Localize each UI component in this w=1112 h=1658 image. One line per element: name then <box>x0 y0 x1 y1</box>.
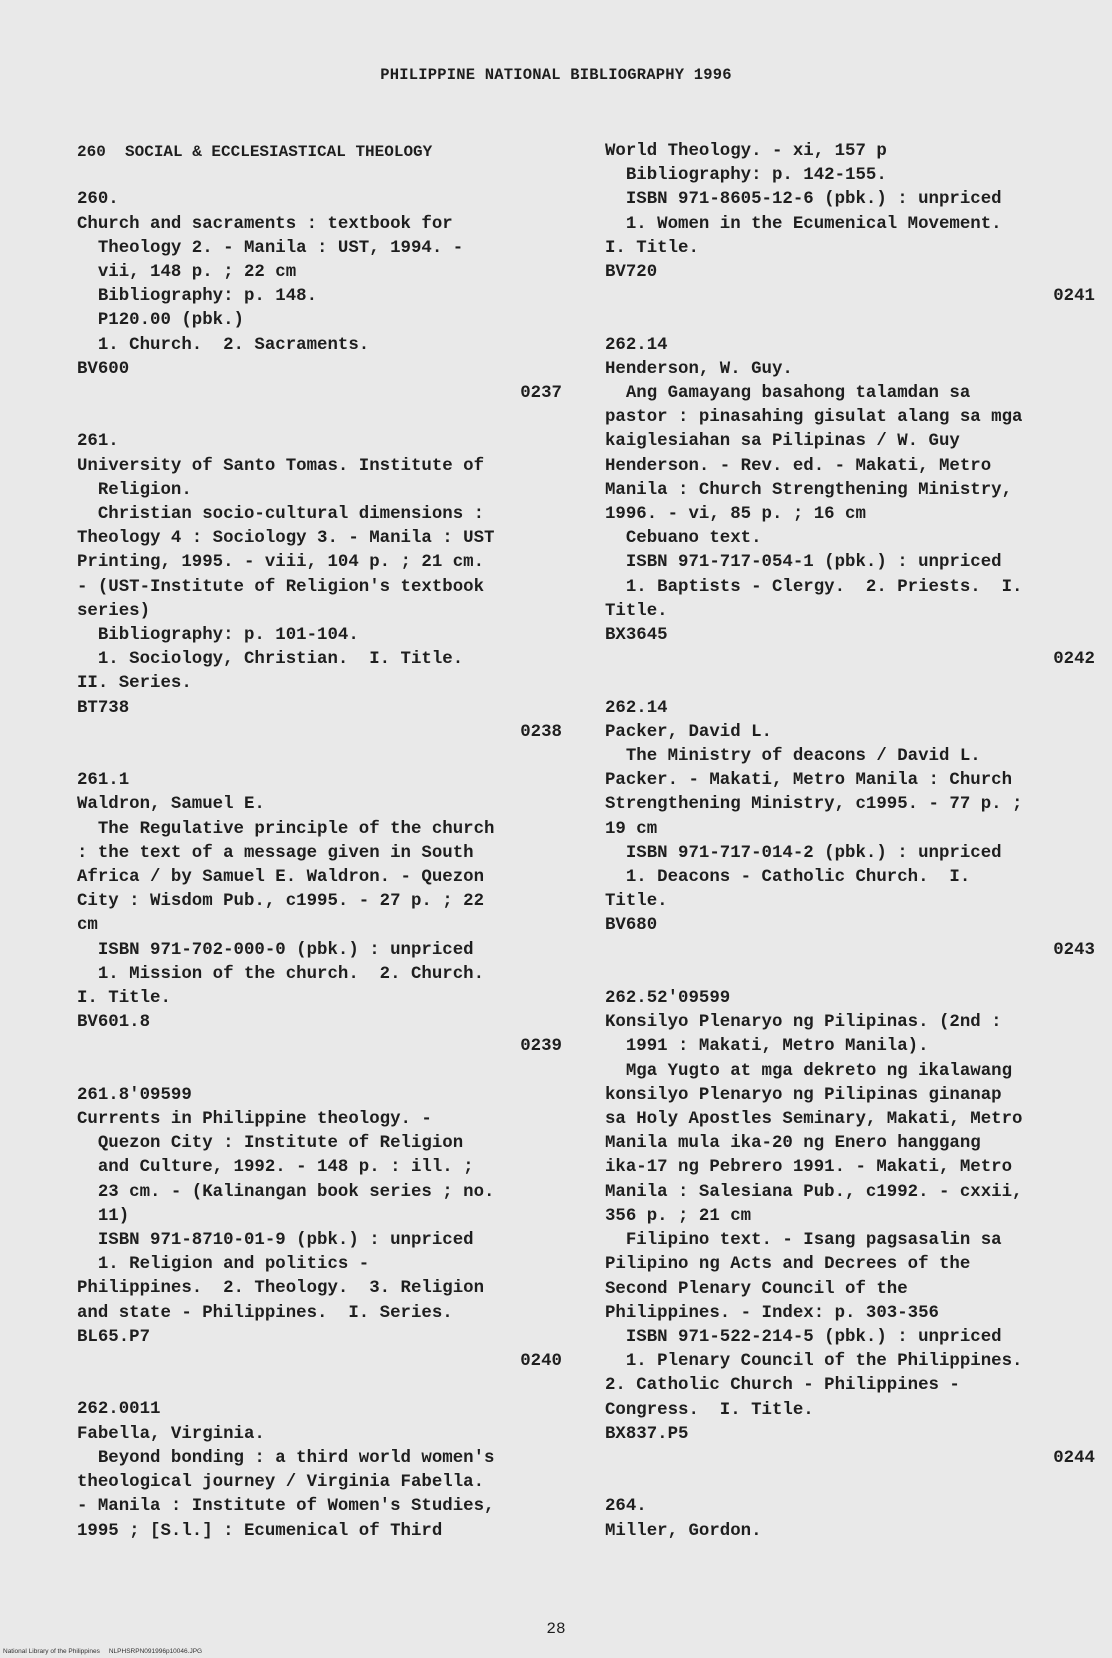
entry-line: Packer, David L. <box>605 722 772 742</box>
entry-line: Manila : Church Strengthening Ministry, <box>605 480 1013 500</box>
entry-line: 1. Deacons - Catholic Church. I. <box>605 868 971 888</box>
entry-line: 1995 ; [S.l.] : Ecumenical of Third <box>77 1521 443 1541</box>
entry-line: 1. Plenary Council of the Philippines. <box>605 1352 1023 1372</box>
entry-line: Philippines. - Index: p. 303-356 <box>605 1303 939 1323</box>
entry-line: BV720 <box>605 263 658 283</box>
entry-line: Theology 4 : Sociology 3. - Manila : UST <box>77 529 495 549</box>
entry-line: 264. <box>605 1497 647 1517</box>
entry-line: 2. Catholic Church - Philippines - <box>605 1376 960 1396</box>
bibliography-entry <box>605 334 1095 673</box>
entry-line: BX837.P5 <box>605 1424 689 1444</box>
bibliography-entry <box>77 430 562 745</box>
entry-line: and Culture, 1992. - 148 p. : ill. ; <box>77 1158 474 1178</box>
entry-line: BT738 <box>77 698 130 718</box>
entry-number: 0240 <box>520 1352 562 1372</box>
entry-line: P120.00 (pbk.) <box>77 311 244 331</box>
entry-line: 1. Church. 2. Sacraments. <box>77 335 370 355</box>
entry-line: 261. <box>77 432 119 452</box>
entry-line: Title. <box>605 892 668 912</box>
entry-line: The Regulative principle of the church <box>77 819 495 839</box>
bibliography-entry <box>605 140 1095 309</box>
entry-line: vii, 148 p. ; 22 cm <box>77 263 297 282</box>
entry-line: Bibliography: p. 101-104. <box>77 626 359 646</box>
bibliography-entry <box>605 697 1095 963</box>
entry-line: 262.0011 <box>77 1400 161 1420</box>
entry-line: Currents in Philippine theology. - <box>77 1110 432 1130</box>
entry-line: Africa / by Samuel E. Waldron. - Quezon <box>77 868 485 888</box>
entry-line: I. Title. <box>77 989 171 1009</box>
entry-line: 11) <box>77 1206 130 1226</box>
entry-line: sa Holy Apostles Seminary, Makati, Metro <box>605 1110 1023 1130</box>
entry-line: Henderson, W. Guy. <box>605 359 793 379</box>
entry-line: 261.8'09599 <box>77 1085 192 1105</box>
entry-number: 0239 <box>520 1037 562 1057</box>
entry-line: 19 cm <box>605 819 658 839</box>
entry-line: Religion. <box>77 480 192 500</box>
entry-line: Philippines. 2. Theology. 3. Religion <box>77 1279 485 1299</box>
section-heading: 260 SOCIAL & ECCLESIASTICAL THEOLOGY <box>77 143 433 161</box>
left-column <box>77 140 562 1544</box>
entry-number: 0238 <box>520 722 562 742</box>
entry-line: Cebuano text. <box>605 529 762 549</box>
entry-line: - (UST-Institute of Religion's textbook <box>77 577 485 597</box>
entry-line: BX3645 <box>605 626 668 646</box>
entry-line: Beyond bonding : a third world women's <box>77 1448 495 1468</box>
entry-line: Title. <box>605 601 668 621</box>
entry-number: 0241 <box>1053 287 1095 307</box>
entry-line: University of Santo Tomas. Institute of <box>77 456 485 476</box>
entry-line: ISBN 971-702-000-0 (pbk.) : unpriced <box>77 940 474 960</box>
entry-line: The Ministry of deacons / David L. <box>605 747 981 767</box>
entry-line: : the text of a message given in South <box>77 843 474 863</box>
entry-line: BV680 <box>605 916 658 936</box>
bibliography-entry <box>605 1495 1095 1543</box>
entry-line: Fabella, Virginia. <box>77 1424 265 1444</box>
entry-line: ISBN 971-522-214-5 (pbk.) : unpriced <box>605 1327 1002 1347</box>
left-entries <box>77 188 562 1543</box>
entry-line: Packer. - Makati, Metro Manila : Church <box>605 771 1013 791</box>
bibliography-entry <box>77 188 562 406</box>
entry-line: 261.1 <box>77 771 130 791</box>
entry-line: 356 p. ; 21 cm <box>605 1206 752 1226</box>
entry-line: ika-17 ng Pebrero 1991. - Makati, Metro <box>605 1158 1013 1178</box>
entry-line: pastor : pinasahing gisulat alang sa mga <box>605 408 1023 428</box>
entry-line: series) <box>77 601 151 621</box>
entry-line: BL65.P7 <box>77 1327 151 1347</box>
entry-line: Filipino text. - Isang pagsasalin sa <box>605 1231 1002 1251</box>
entry-line: 262.14 <box>605 698 668 718</box>
entry-line: Miller, Gordon. <box>605 1521 762 1541</box>
bibliography-entry <box>77 769 562 1059</box>
bibliography-entry <box>77 1398 562 1543</box>
entry-line: Ang Gamayang basahong talamdan sa <box>605 384 971 404</box>
entry-line: 23 cm. - (Kalinangan book series ; no. <box>77 1182 495 1202</box>
entry-line: kaiglesiahan sa Pilipinas / W. Guy <box>605 432 960 452</box>
entry-line: World Theology. - xi, 157 p <box>605 142 887 161</box>
entry-line: BV600 <box>77 359 130 379</box>
entry-line: Konsilyo Plenaryo ng Pilipinas. (2nd : <box>605 1013 1002 1033</box>
entry-line: - Manila : Institute of Women's Studies, <box>77 1497 495 1517</box>
page-header: PHILIPPINE NATIONAL BIBLIOGRAPHY 1996 <box>380 66 732 84</box>
entry-line: 262.14 <box>605 335 668 355</box>
entry-line: Mga Yugto at mga dekreto ng ikalawang <box>605 1061 1013 1081</box>
entry-line: City : Wisdom Pub., c1995. - 27 p. ; 22 <box>77 892 485 912</box>
entry-line: Henderson. - Rev. ed. - Makati, Metro <box>605 456 992 476</box>
bibliography-entry <box>605 987 1095 1471</box>
entry-line: Pilipino ng Acts and Decrees of the <box>605 1255 971 1275</box>
entry-line: 1. Sociology, Christian. I. Title. <box>77 650 464 670</box>
entry-line: Theology 2. - Manila : UST, 1994. - <box>77 238 464 258</box>
entry-line: ISBN 971-8710-01-9 (pbk.) : unpriced <box>77 1231 474 1251</box>
entry-line: and state - Philippines. I. Series. <box>77 1303 453 1323</box>
entry-line: 1. Baptists - Clergy. 2. Priests. I. <box>605 577 1023 597</box>
entry-line: Church and sacraments : textbook for <box>77 214 453 234</box>
page-number: 28 <box>546 1620 566 1638</box>
right-entries <box>605 140 1095 1544</box>
entry-number: 0242 <box>1053 650 1095 670</box>
entry-line: Quezon City : Institute of Religion <box>77 1134 464 1154</box>
entry-line: ISBN 971-717-014-2 (pbk.) : unpriced <box>605 843 1002 863</box>
entry-line: ISBN 971-717-054-1 (pbk.) : unpriced <box>605 553 1002 573</box>
entry-number: 0244 <box>1053 1448 1095 1468</box>
entry-line: Bibliography: p. 142-155. <box>605 166 887 186</box>
entry-line: Bibliography: p. 148. <box>77 287 318 307</box>
entry-line: 1. Religion and politics - <box>77 1255 370 1275</box>
entry-line: Manila mula ika-20 ng Enero hanggang <box>605 1134 981 1154</box>
bibliography-entry <box>77 1084 562 1374</box>
footer-credit: National Library of the Philippines NLPHSRPN091996p10046.JPG <box>3 1648 203 1655</box>
entry-line: Christian socio-cultural dimensions : <box>77 505 485 525</box>
entry-line: 1996. - vi, 85 p. ; 16 cm <box>605 505 866 525</box>
entry-line: cm <box>77 916 98 936</box>
entry-line: II. Series. <box>77 674 192 694</box>
entry-line: 1. Women in the Ecumenical Movement. <box>605 214 1002 234</box>
entry-line: BV601.8 <box>77 1013 151 1033</box>
entry-line: Congress. I. Title. <box>605 1400 814 1420</box>
entry-line: 262.52'09599 <box>605 989 731 1009</box>
entry-line: Manila : Salesiana Pub., c1992. - cxxii, <box>605 1182 1023 1202</box>
entry-line: Waldron, Samuel E. <box>77 795 265 815</box>
entry-line: Second Plenary Council of the <box>605 1279 908 1299</box>
entry-line: ISBN 971-8605-12-6 (pbk.) : unpriced <box>605 190 1002 210</box>
entry-line: theological journey / Virginia Fabella. <box>77 1473 485 1493</box>
entry-line: 1. Mission of the church. 2. Church. <box>77 964 485 984</box>
entry-line: 1991 : Makati, Metro Manila). <box>605 1037 929 1057</box>
right-column <box>605 140 1095 1544</box>
entry-line: 260. <box>77 190 119 210</box>
entry-line: konsilyo Plenaryo ng Pilipinas ginanap <box>605 1085 1002 1105</box>
entry-line: I. Title. <box>605 238 699 258</box>
entry-number: 0243 <box>1053 940 1095 960</box>
entry-line: Printing, 1995. - viii, 104 p. ; 21 cm. <box>77 553 485 573</box>
entry-line: Strengthening Ministry, c1995. - 77 p. ; <box>605 795 1023 815</box>
entry-number: 0237 <box>520 384 562 404</box>
